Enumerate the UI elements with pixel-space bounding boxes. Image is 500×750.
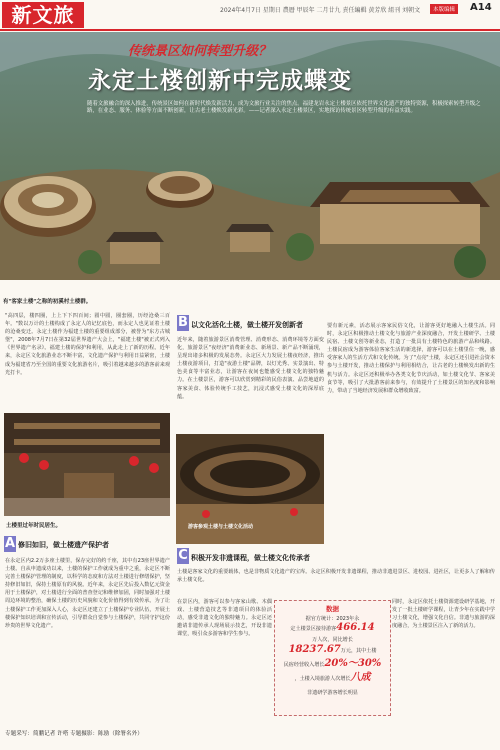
section-c-title: 积极开发非遗课程，做土楼文化传承者 [191,554,310,562]
courtyard-photo [4,413,170,516]
data-box-title: 数据 [326,605,339,613]
visitor-count: 466.14 [336,622,375,633]
data-line-7: 非遗研学游客增长明显 [307,690,358,696]
section-a-title: 修旧如旧，做土楼遗产保护者 [18,541,109,549]
hero-photo-caption: 有"客家土楼"之称的初溪村土楼群。 [3,299,92,305]
interior-photo-caption: 游客参观土楼与土楼文化活动 [188,524,254,530]
kicker: 传统景区如何转型升级？ [128,44,272,59]
data-line-1: 据官方统计：2023年永 [305,616,360,622]
revenue-number: 18237.67 [288,644,341,655]
section-a-body: 在永定区内2.2万多座土楼里，保存完好的约千座，其中有23座世界遗产土楼。自从申遗成功以来，土楼的保护工作就成为重中之重，永定区不断完善土楼保护管理的制度，以科学的态度和方法对土楼进行修缮保护，坚持修旧如旧，保持土楼原有的风貌。近年来，永定区先后投入数亿元资金用于土楼保护，对土楼进行全面的普查登记和维修加固，同时加强对土楼周边环境的整治，确保土楼的历史风貌和文化价值得到有效传承。为了让土楼保护工作更加深入人心，永定区还建立了土楼保护专业队伍，开展土楼保护知识培训和宣传活动，引导群众自觉参与土楼保护，共同守护这份珍贵的世界文化遗产。 [5,558,170,629]
data-text: 万元，其中土楼 [340,648,377,654]
data-text: 定土楼景区接待游客 [290,626,337,632]
page-number: A14 [470,2,492,13]
byline: 专题采写：简鹏记者 许嗒 专题摄影：陈励（除署名外） [5,731,143,737]
intro-paragraph: "高四层，楼四圈，上上下下四百间；圆中圆，圈套圈，历经沧桑三百年。"数以万计的土楼构成了永定人的记忆底色，而永定人也见证着土楼的沧桑变迁。永定土楼作为福建土楼的重要组成部分，被誉为"东方古城堡"，2008年7月7日在第32届世界遗产大会上，"福建土楼"被正式列入《世界遗产名录》。福建土楼的保护和利用，从此走上了新的历程。近年来，永定区文化旅游业态不断丰富，文化遗产保护与利用日益紧密，土楼成为福建省乃至全国的重要文化旅游名片，吸引着越来越多的游客前来观光打卡。 [5,313,170,376]
lantern-courtyard-image [4,413,170,516]
inbound-growth: 八成 [350,672,371,683]
data-line-2 [279,624,386,633]
section-b-title: 以文化活化土楼，做土楼开发创新者 [191,321,303,329]
data-text: ，土楼入境旅游人次增长 [294,676,351,682]
data-line-6 [279,674,386,683]
section-c-body-col2: 同时，永定区依托土楼资源建设研学基地，开发了一批土楼研学课程，让青少年在实践中学习土楼文化，增强文化自信。非遗与旅游的深度融合，为土楼景区注入了新的活力。 [392,599,495,630]
headline: 永定土楼创新中完成蝶变 [88,67,352,94]
growth-rate: 20%～30% [324,658,382,669]
data-text: 民宿经营收入增长 [283,662,325,668]
editor-tag: 本版编辑 [430,4,458,14]
section-c-badge: C [178,548,188,563]
data-line-3: 万人次，同比增长 [312,637,353,643]
courtyard-photo-caption: 土楼里过年时民居生。 [6,523,62,529]
section-c-body-col1: 在景区内，游客可以参与客家山歌、木偶戏、土楼营造技艺等非遗项目的体验活动，感受非遗文化的独特魅力。永定区还邀请非遗传承人现场展示技艺，开设非遗课堂，吸引众多游客和学生参与。 [177,599,272,638]
section-c-intro: 土楼是客家文化的重要载体，也是非物质文化遗产的宝库。永定区积极开发非遗课程，推动非遗进景区、进校园、进社区，让更多人了解和传承土楼文化。 [177,569,495,584]
top-rule [0,29,500,31]
data-line-5 [279,660,386,669]
section-a-badge: A [4,536,16,551]
data-line-4 [279,646,386,655]
lead-paragraph: 随着文旅融合的深入推进，传统景区如何在新时代焕发新活力，成为文旅行业关注的焦点。福建龙岩永定土楼景区依托世界文化遗产的独特资源，积极探索转型升级之路，在业态、服务、体验等方面不断创新，让古老土楼焕发新光彩。——记者深入永定土楼景区，实地探访传统景区转型升级的有益实践。 [87,101,481,115]
section-b-body-col1: 近年来，随着旅游景区消费管理、消费形态、消费环境等方面变化，旅游景区"夜经济"消费新业态、新场景、新产品不断涌现，呈现出诸多积极的发展态势。永定区大力发展土楼夜经济，推出土楼夜游项目，打造"夜游土楼"品牌，以灯光秀、实景演出、特色美食等丰富业态，让游客在夜间也能感受土楼文化的独特魅力。在土楼景区，游客可以欣赏到精彩的民俗表演、品尝地道的客家美食、体验传统手工技艺，沉浸式感受土楼文化的深厚底蕴。 [177,337,324,400]
dateline: 2024年4月7日 星期日 農曆 甲辰年 二月廿九 責任編輯 黄芳欣 組刊 刘朝文 [220,7,421,14]
section-b-badge: B [178,315,188,330]
data-box [274,600,391,716]
section-b-body-col2: 要有新元素，活态展示客家民俗文化，让游客更好地融入土楼生活。同时，永定区积极推动土楼文化与旅游产业深度融合，开发土楼研学、土楼民宿、土楼文创等新业态，打造了一批具有土楼特色的旅游产品和线路。土楼民宿成为游客体验客家生活的新选择，游客可以在土楼里住一晚，感受客家人的生活方式和文化传统。为了"点亮"土楼，永定区还引进社会资本参与土楼开发，推动土楼保护与利用相结合，让古老的土楼焕发出新的生机与活力。永定区还积极举办各类文化节庆活动，如土楼文化节、客家美食节等，吸引了大批游客前来参与，有效提升了土楼景区的知名度和影响力，带动了当地经济发展和群众增收致富。 [327,323,495,394]
section-badge: 新文旅 [2,2,84,28]
